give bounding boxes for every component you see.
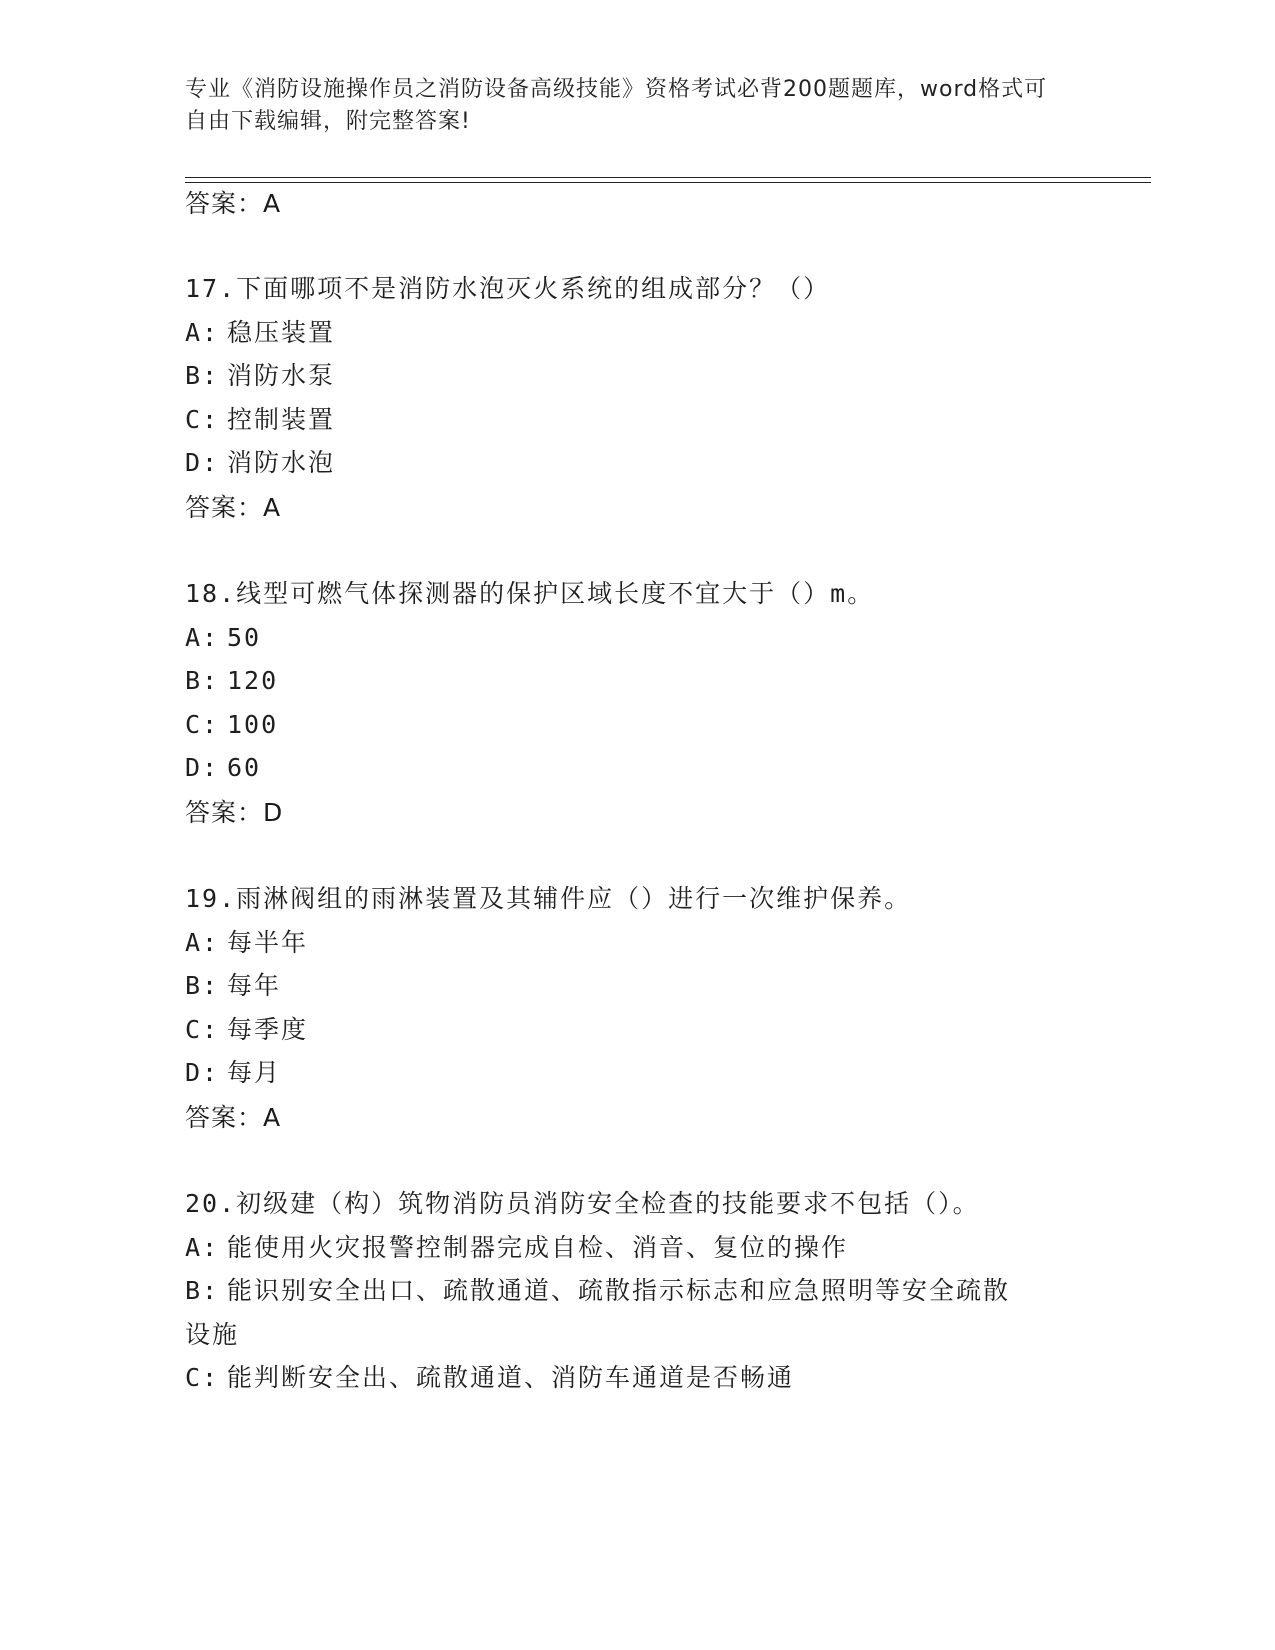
option-key: B: — [185, 971, 220, 1000]
answer-line: 答案：D — [185, 798, 284, 827]
option-key: A: — [185, 928, 220, 957]
option-text: 50 — [227, 623, 262, 652]
option-text: 能识别安全出口、疏散通道、疏散指示标志和应急照明等安全疏散 — [227, 1276, 1011, 1305]
option-key: A: — [185, 318, 220, 347]
option-row — [185, 925, 308, 961]
option-key: D: — [185, 1058, 220, 1087]
option-row — [185, 315, 335, 351]
option-text: 稳压装置 — [227, 318, 336, 347]
option-text: 每季度 — [227, 1015, 309, 1044]
answer-line: 答案：A — [185, 1103, 282, 1132]
option-row — [185, 1012, 308, 1048]
option-text: 消防水泡 — [227, 448, 336, 477]
option-text: 能判断安全出、疏散通道、消防车通道是否畅通 — [227, 1363, 795, 1392]
option-row — [185, 707, 278, 743]
option-key: C: — [185, 1015, 220, 1044]
option-row-continuation — [185, 1317, 239, 1353]
option-text: 每年 — [227, 971, 282, 1000]
option-row — [185, 358, 335, 394]
answer-line: 答案：A — [185, 189, 282, 218]
option-row — [185, 620, 261, 656]
option-text: 设施 — [185, 1320, 240, 1349]
option-text: 能使用火灾报警控制器完成自检、消音、复位的操作 — [227, 1233, 849, 1262]
option-row — [185, 663, 278, 699]
header-divider-top — [185, 177, 1151, 178]
question-stem: 18.线型可燃气体探测器的保护区域长度不宜大于（）m。 — [185, 579, 875, 608]
header-divider-bottom — [185, 182, 1151, 183]
option-row — [185, 402, 335, 438]
option-text: 60 — [227, 753, 262, 782]
option-text: 100 — [227, 710, 279, 739]
option-key: C: — [185, 710, 220, 739]
option-text: 控制装置 — [227, 405, 336, 434]
option-row — [185, 1230, 848, 1266]
option-key: C: — [185, 1363, 220, 1392]
answer-line: 答案：A — [185, 493, 282, 522]
option-row — [185, 445, 335, 481]
option-key: C: — [185, 405, 220, 434]
option-key: A: — [185, 623, 220, 652]
option-row — [185, 1273, 1010, 1309]
option-row — [185, 968, 281, 1004]
option-key: A: — [185, 1233, 220, 1262]
option-row — [185, 1360, 794, 1396]
option-key: B: — [185, 1276, 220, 1305]
option-key: D: — [185, 448, 220, 477]
document-header: 专业《消防设施操作员之消防设备高级技能》资格考试必背200题题库，word格式可自由下载编辑，附完整答案! — [185, 77, 1048, 134]
option-row — [185, 1055, 281, 1091]
option-text: 消防水泵 — [227, 361, 336, 390]
option-key: D: — [185, 753, 220, 782]
option-row — [185, 750, 261, 786]
option-key: B: — [185, 361, 220, 390]
option-text: 120 — [227, 666, 279, 695]
option-text: 每半年 — [227, 928, 309, 957]
question-stem: 20.初级建（构）筑物消防员消防安全检查的技能要求不包括（）。 — [185, 1189, 980, 1218]
option-key: B: — [185, 666, 220, 695]
question-stem: 17.下面哪项不是消防水泡灭火系统的组成部分？（） — [185, 274, 831, 303]
option-text: 每月 — [227, 1058, 282, 1087]
question-stem: 19.雨淋阀组的雨淋装置及其辅件应（）进行一次维护保养。 — [185, 884, 912, 913]
